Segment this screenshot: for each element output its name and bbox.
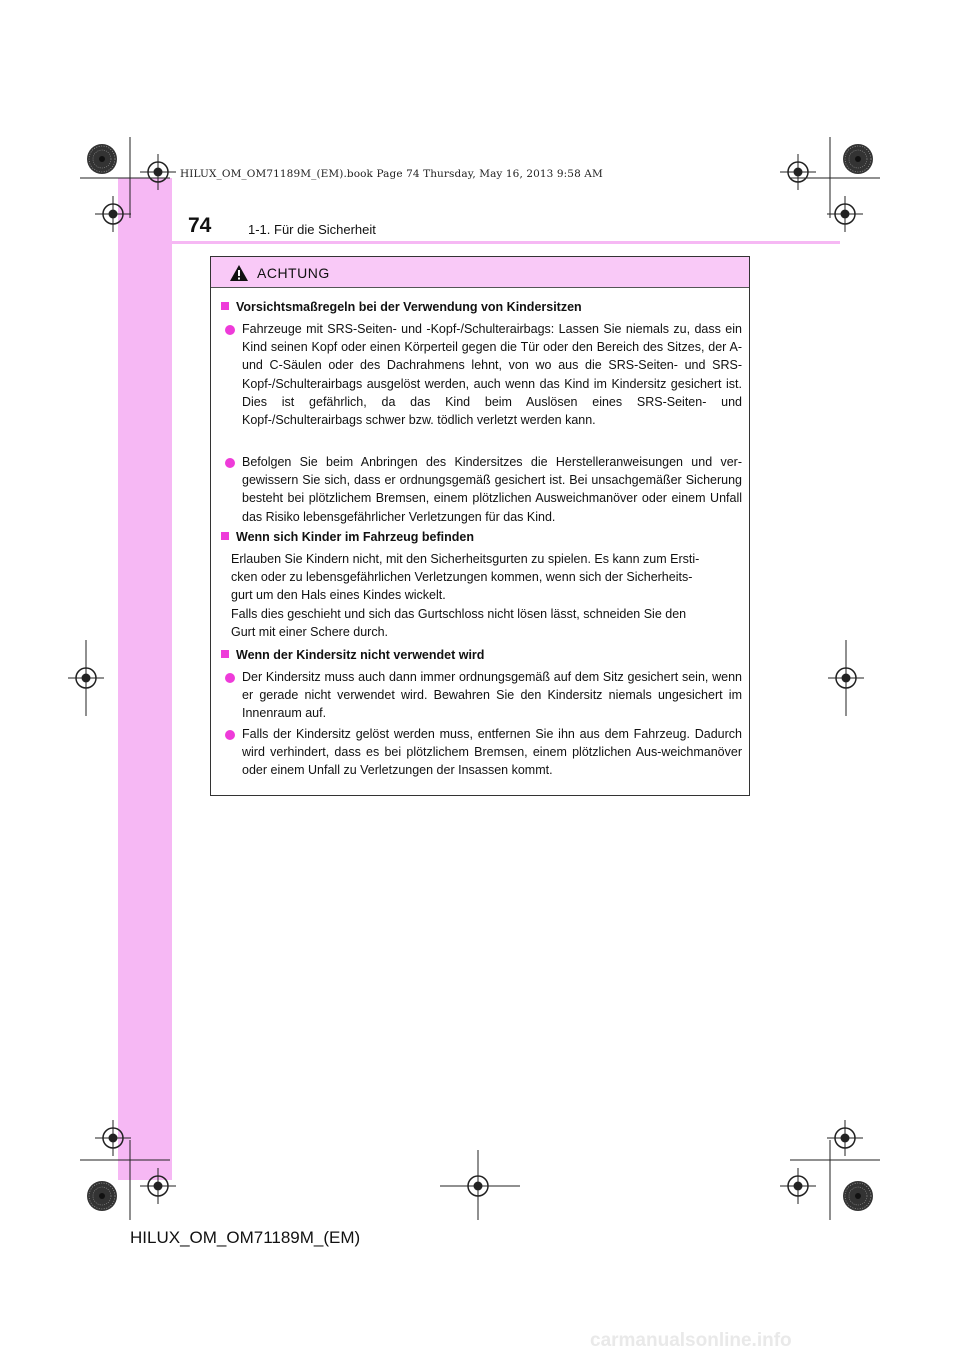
bullet-text: Befolgen Sie beim Anbringen des Kindersitzes die Herstelleranweisungen und ver-gewissern Sie sich, dass er ordnungsgemäß gesichert ist. Bei unsachgemäßer Sicherung besteht bei plötzlichem Bremsen, einem plötzlichen Ausweichmanöver oder einem Unfall das Risiko lebensgefährlicher Verletzungen für das Kind. [242, 455, 742, 524]
bullet-marker [225, 673, 235, 683]
section-heading-children-in-vehicle: Wenn sich Kinder im Fahrzeug befinden [221, 530, 474, 544]
warning-box [210, 256, 750, 796]
section-heading-seat-not-used: Wenn der Kindersitz nicht verwendet wird [221, 648, 484, 662]
watermark: carmanualsonline.info [590, 1330, 792, 1351]
text-line: cken oder zu lebensgefährlichen Verletzungen kommen, wenn sich der Sicherheits- [231, 570, 693, 585]
warning-triangle-icon [229, 264, 249, 282]
warning-title: ACHTUNG [257, 265, 330, 281]
bullet-text: Fahrzeuge mit SRS-Seiten- und -Kopf-/Schulterairbags: Lassen Sie niemals zu, dass ein Kind seinen Kopf oder einen Körperteil gegen die Tür oder den Bereich des Sitzes, der A- und C-Säulen oder des Dachrahmens lehnt, von wo aus die SRS-Seiten- und SRS-Kopf-/Schulterairbags ausgelöst werden, auch wenn das Kind im Kindersitz gesichert ist. Dies ist gefährlich, da das Kind beim Auslösen eines SRS-Seiten- und Kopf-/Schulterairbags schwer bzw. tödlich verletzt werden kann. [242, 322, 742, 428]
bullet-text: Falls der Kindersitz gelöst werden muss, entfernen Sie ihn aus dem Fahrzeug. Dadurch wird verhindert, dass es bei plötzlichem Bremsen, einem plötzlichen Aus-weichmanöver oder einem Unfall zu Verletzungen der Insassen kommt. [242, 727, 742, 778]
text-line: Falls dies geschieht und sich das Gurtschloss nicht lösen lässt, schneiden Sie den [231, 606, 687, 621]
text-line: gurt um den Hals eines Kindes wickelt. [231, 588, 446, 603]
section-title: 1-1. Für die Sicherheit [248, 222, 376, 237]
bullet-marker [225, 325, 235, 335]
footer-document-code: HILUX_OM_OM71189M_(EM) [130, 1228, 361, 1247]
warning-header [211, 257, 749, 288]
file-info: HILUX_OM_OM71189M_(EM).book Page 74 Thursday, May 16, 2013 9:58 AM [180, 168, 603, 180]
page-number: 74 [188, 214, 212, 237]
text-line: Erlauben Sie Kindern nicht, mit den Sicherheitsgurten zu spielen. Es kann zum Ersti- [231, 552, 700, 566]
section-heading-child-seat-precautions: Vorsichtsmaßregeln bei der Verwendung von Kindersitzen [221, 300, 582, 314]
bullet-marker [225, 730, 235, 740]
bullet-marker [225, 458, 235, 468]
text-line: Gurt mit einer Schere durch. [231, 624, 389, 639]
bullet-text: Der Kindersitz muss auch dann immer ordnungsgemäß auf dem Sitz gesichert sein, wenn er gerade nicht verwendet wird. Bewahren Sie den Kindersitz niemals ungesichert im Innenraum auf. [242, 670, 742, 721]
section-text [231, 550, 741, 641]
